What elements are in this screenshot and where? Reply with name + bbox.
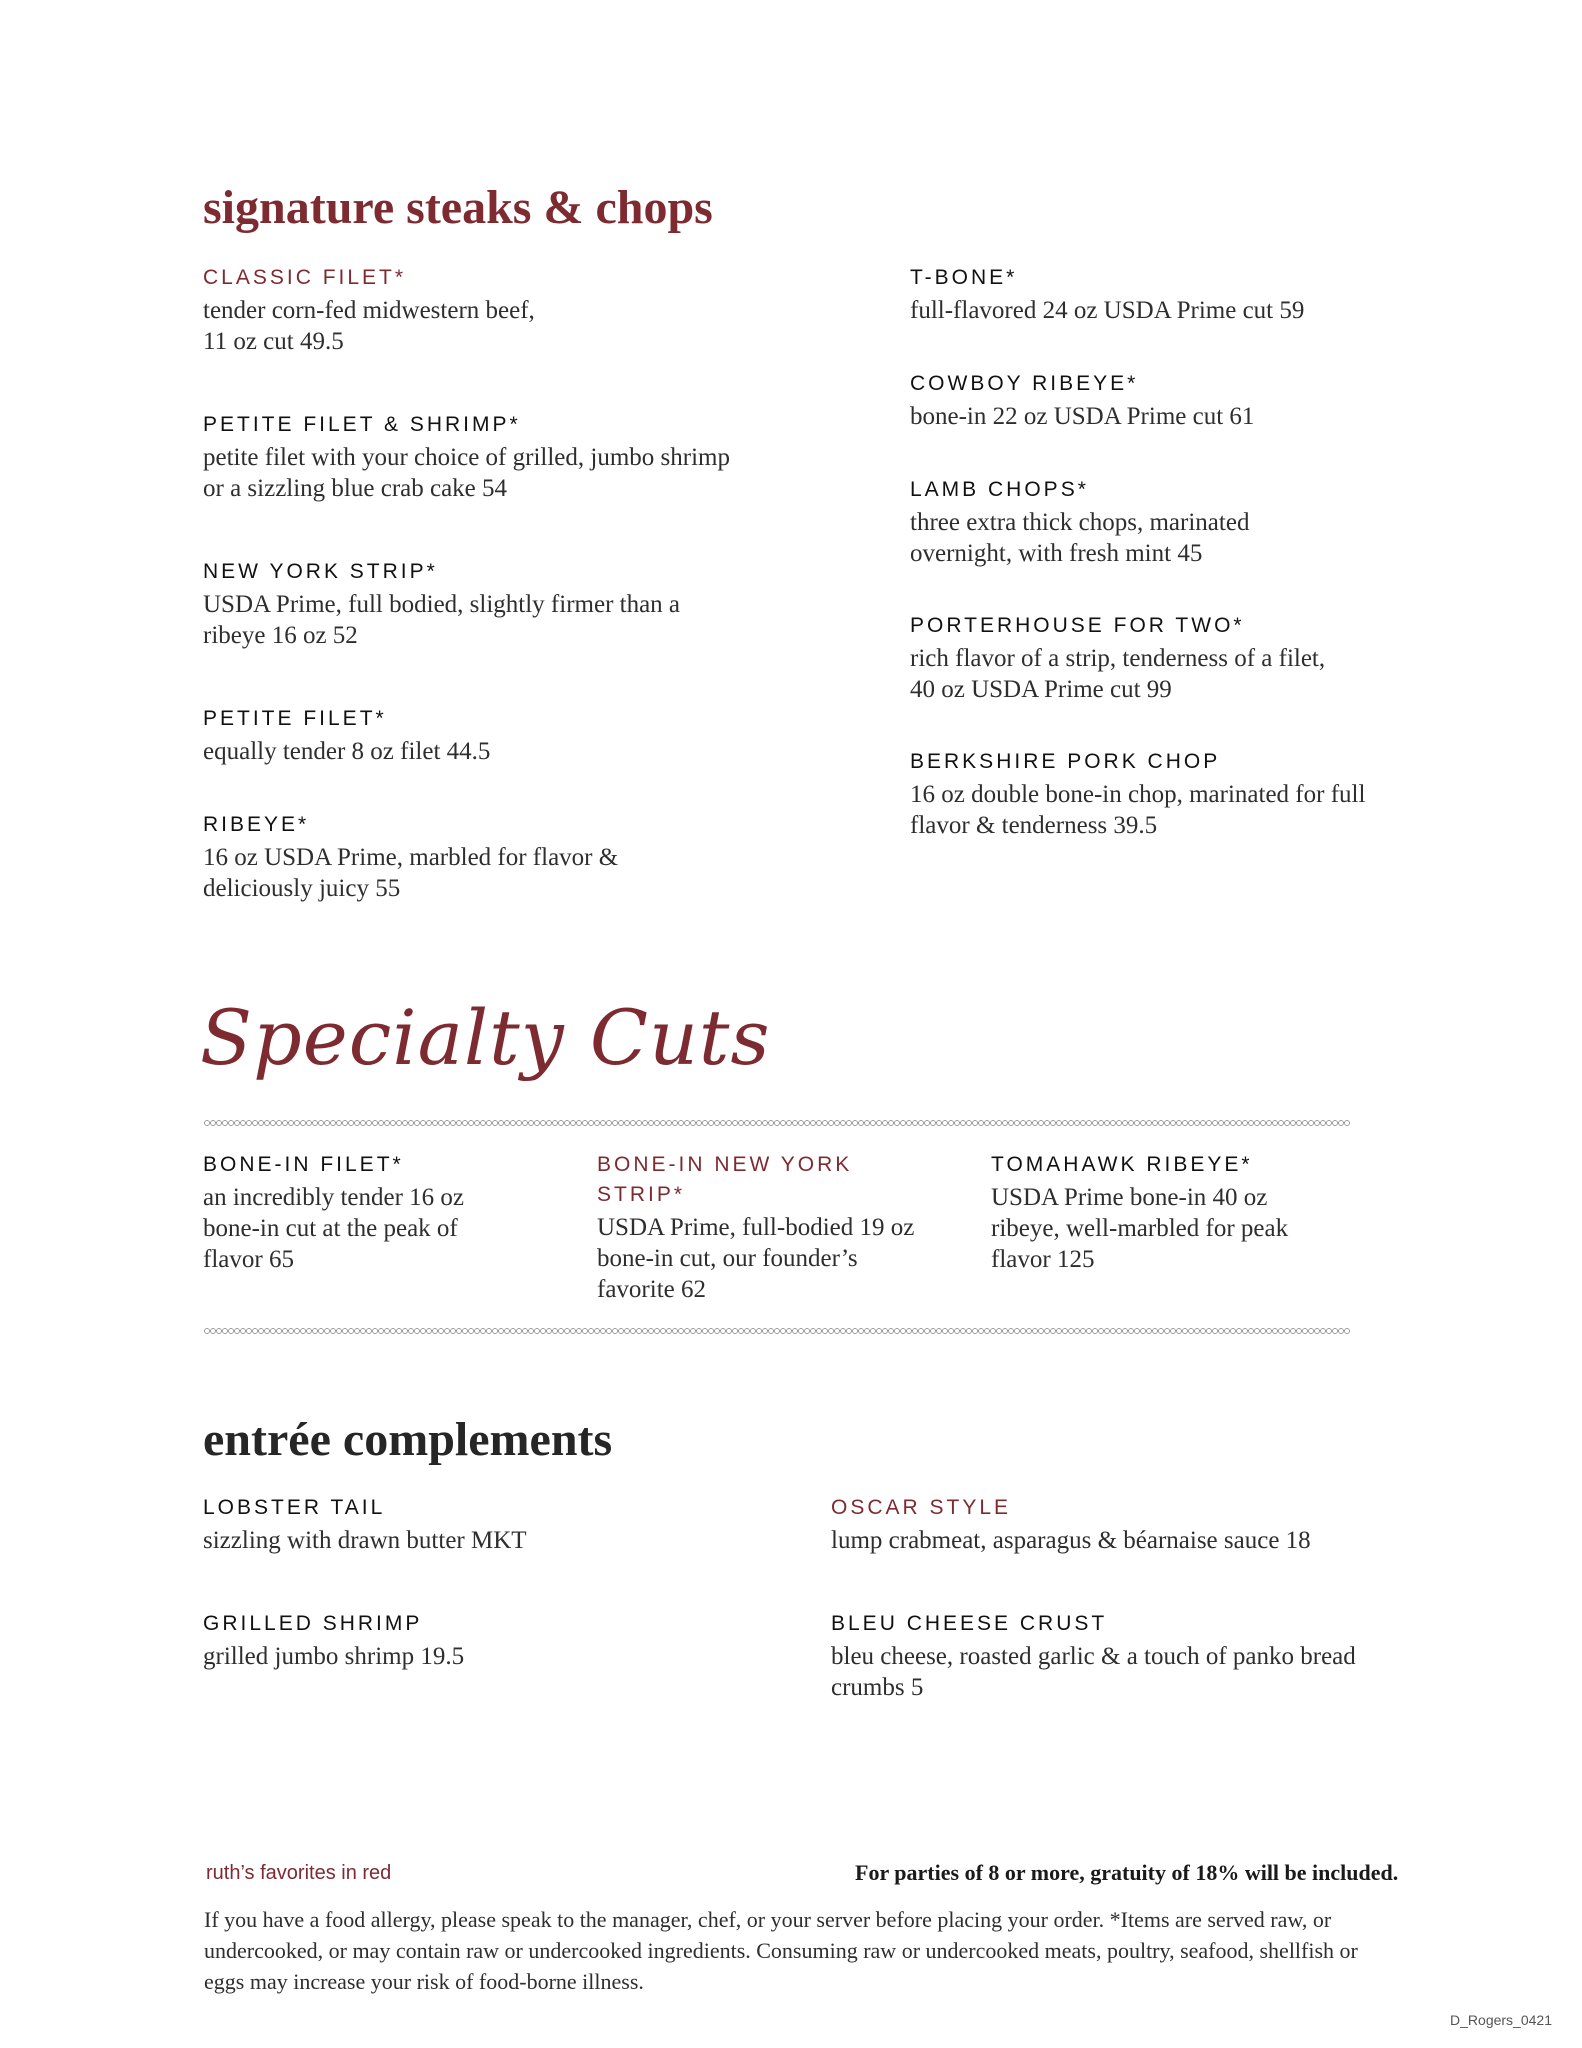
specialty-section-title: Specialty Cuts (200, 993, 771, 1082)
item-desc: bleu cheese, roasted garlic & a touch of panko bread crumbs 5 (831, 1643, 1356, 1701)
menu-item-grilled-shrimp (203, 1609, 763, 1672)
item-name: T-BONE* (910, 266, 1018, 289)
menu-item-berkshire-pork-chop (910, 747, 1470, 841)
item-desc: three extra thick chops, marinated overnight, with fresh mint 45 (910, 509, 1250, 567)
item-name: BONE-IN FILET* (203, 1153, 404, 1176)
item-name: PORTERHOUSE FOR TWO* (910, 614, 1245, 637)
menu-item-t-bone (910, 263, 1470, 326)
document-code: D_Rogers_0421 (1450, 2012, 1552, 2028)
item-name: CLASSIC FILET* (203, 266, 407, 289)
menu-item-lamb-chops (910, 475, 1470, 569)
item-name: PETITE FILET & SHRIMP* (203, 413, 521, 436)
item-desc: bone-in 22 oz USDA Prime cut 61 (910, 403, 1255, 430)
item-desc: tender corn-fed midwestern beef, 11 oz cut 49.5 (203, 297, 535, 355)
item-desc: USDA Prime, full bodied, slightly firmer than a ribeye 16 oz 52 (203, 591, 681, 649)
item-name: LOBSTER TAIL (203, 1496, 386, 1519)
complements-section-title: entrée complements (203, 1413, 613, 1466)
item-desc: full-flavored 24 oz USDA Prime cut 59 (910, 297, 1305, 324)
allergy-disclaimer: If you have a food allergy, please speak to the manager, chef, or your server before placing your order. *Items are served raw, or undercooked, or may contain raw or undercooked ingredients. Consuming raw or undercooked meats, poultry, seafood, shellfish or eggs may increase your risk of food-borne illness. (204, 1907, 1358, 1994)
item-name: GRILLED SHRIMP (203, 1612, 423, 1635)
menu-item-petite-filet-shrimp (203, 410, 843, 504)
item-desc: 16 oz USDA Prime, marbled for flavor & deliciously juicy 55 (203, 844, 619, 902)
menu-item-cowboy-ribeye (910, 369, 1470, 432)
item-name: TOMAHAWK RIBEYE* (991, 1153, 1253, 1176)
item-name: NEW YORK STRIP* (203, 560, 438, 583)
item-name: BONE-IN NEW YORK STRIP* (597, 1153, 853, 1206)
item-desc: grilled jumbo shrimp 19.5 (203, 1643, 465, 1670)
gratuity-note: For parties of 8 or more, gratuity of 18% will be included. (855, 1860, 1399, 1885)
menu-item-porterhouse-for-two (910, 611, 1470, 705)
menu-item-new-york-strip (203, 557, 843, 651)
item-desc: equally tender 8 oz filet 44.5 (203, 738, 491, 765)
menu-item-bone-in-filet (203, 1150, 543, 1275)
item-name: LAMB CHOPS* (910, 478, 1089, 501)
menu-item-bone-in-new-york-strip (597, 1150, 967, 1305)
ornamental-divider-bottom (204, 1327, 1350, 1335)
menu-item-ribeye (203, 810, 843, 904)
signature-section-title: signature steaks & chops (203, 181, 713, 234)
item-name: PETITE FILET* (203, 707, 387, 730)
menu-item-oscar-style (831, 1493, 1471, 1556)
item-desc: rich flavor of a strip, tenderness of a filet, 40 oz USDA Prime cut 99 (910, 645, 1326, 703)
item-desc: USDA Prime bone-in 40 oz ribeye, well-marbled for peak flavor 125 (991, 1184, 1289, 1273)
ornamental-divider-top (204, 1119, 1350, 1127)
menu-item-bleu-cheese-crust (831, 1609, 1471, 1703)
item-desc: USDA Prime, full-bodied 19 oz bone-in cut, our founder’s favorite 62 (597, 1214, 915, 1303)
item-desc: petite filet with your choice of grilled, jumbo shrimp or a sizzling blue crab cake 54 (203, 444, 730, 502)
item-desc: 16 oz double bone-in chop, marinated for full flavor & tenderness 39.5 (910, 781, 1366, 839)
item-desc: lump crabmeat, asparagus & béarnaise sauce 18 (831, 1527, 1311, 1554)
menu-item-petite-filet (203, 704, 843, 767)
menu-item-classic-filet (203, 263, 823, 357)
menu-item-lobster-tail (203, 1493, 763, 1556)
item-name: COWBOY RIBEYE* (910, 372, 1139, 395)
item-name: RIBEYE* (203, 813, 310, 836)
favorites-legend: ruth’s favorites in red (206, 1862, 392, 1884)
menu-item-tomahawk-ribeye (991, 1150, 1351, 1275)
item-desc: an incredibly tender 16 oz bone-in cut at the peak of flavor 65 (203, 1184, 465, 1273)
item-name: BLEU CHEESE CRUST (831, 1612, 1108, 1635)
item-name: BERKSHIRE PORK CHOP (910, 750, 1221, 773)
item-desc: sizzling with drawn butter MKT (203, 1527, 527, 1554)
item-name: OSCAR STYLE (831, 1496, 1012, 1519)
